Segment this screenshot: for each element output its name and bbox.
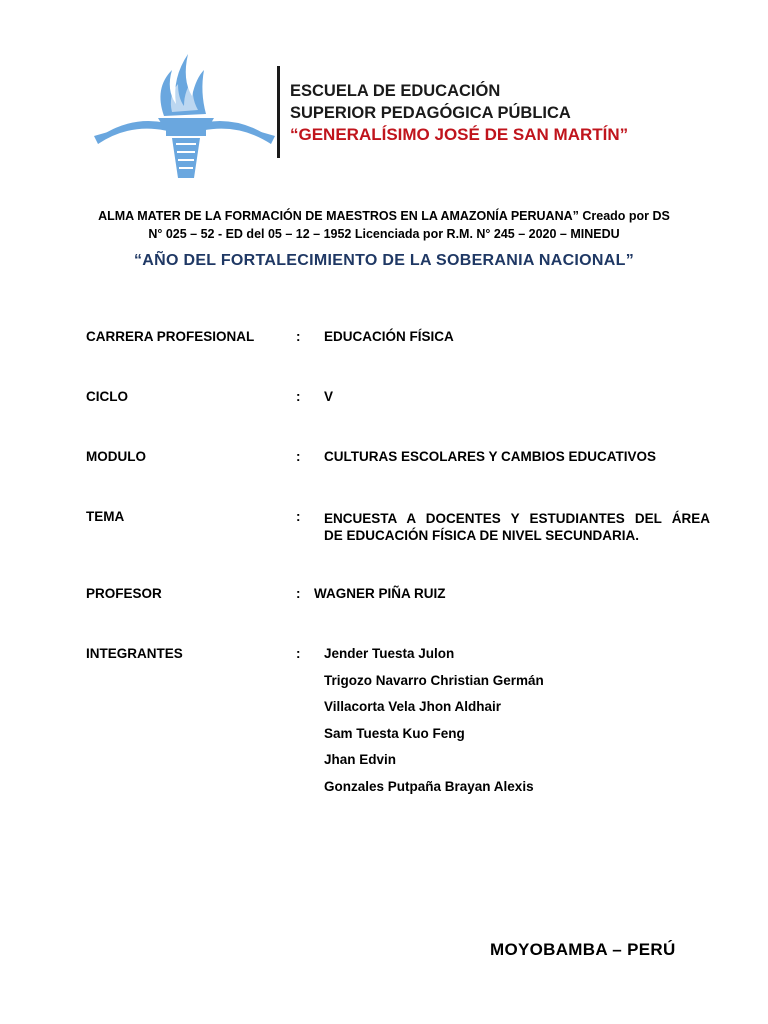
list-item: Jhan Edvin bbox=[324, 752, 397, 767]
institution-line-3: “GENERALÍSIMO JOSÉ DE SAN MARTÍN” bbox=[290, 125, 629, 144]
list-item: Jender Tuesta Julon bbox=[324, 646, 455, 661]
list-item: Trigozo Navarro Christian Germán bbox=[324, 672, 544, 688]
institution-line-2: SUPERIOR PEDAGÓGICA PÚBLICA bbox=[290, 104, 571, 122]
carrera-label: CARRERA PROFESIONAL bbox=[86, 329, 255, 344]
year-motto: “AÑO DEL FORTALECIMIENTO DE LA SOBERANIA NACIONAL” bbox=[133, 252, 635, 269]
profesor-label: PROFESOR bbox=[86, 586, 162, 601]
tema-value-line-2: DE EDUCACIÓN FÍSICA DE NIVEL SECUNDARIA. bbox=[324, 528, 640, 543]
integrantes-colon: : bbox=[296, 646, 301, 661]
carrera-colon: : bbox=[296, 329, 301, 344]
modulo-label: MODULO bbox=[86, 449, 146, 464]
alma-mater-text bbox=[60, 207, 708, 243]
modulo-colon: : bbox=[296, 449, 301, 464]
integrantes-label: INTEGRANTES bbox=[86, 646, 183, 661]
carrera-value: EDUCACIÓN FÍSICA bbox=[324, 329, 454, 344]
header-divider bbox=[277, 66, 280, 158]
profesor-value: WAGNER PIÑA RUIZ bbox=[314, 586, 446, 601]
members-list bbox=[324, 646, 544, 805]
ciclo-colon: : bbox=[296, 389, 301, 404]
tema-value-line-1: ENCUESTA A DOCENTES Y ESTUDIANTES DEL ÁREA bbox=[324, 511, 710, 526]
tema-colon: : bbox=[296, 509, 301, 524]
ciclo-label: CICLO bbox=[86, 389, 128, 404]
torch-book-logo-icon bbox=[92, 48, 277, 183]
profesor-colon: : bbox=[296, 586, 301, 601]
alma-mater-line-1: ALMA MATER DE LA FORMACIÓN DE MAESTROS EN LA AMAZONÍA PERUANA” Creado por DS bbox=[98, 209, 670, 223]
tema-label: TEMA bbox=[86, 509, 125, 524]
alma-mater-line-2: N° 025 – 52 - ED del 05 – 12 – 1952 Licenciada por R.M. N° 245 – 2020 – MINEDU bbox=[148, 227, 620, 241]
ciclo-value: V bbox=[324, 389, 334, 404]
modulo-value: CULTURAS ESCOLARES Y CAMBIOS EDUCATIVOS bbox=[324, 449, 657, 464]
list-item: Villacorta Vela Jhon Aldhair bbox=[324, 699, 502, 714]
list-item: Gonzales Putpaña Brayan Alexis bbox=[324, 778, 534, 794]
institution-name bbox=[290, 80, 628, 146]
list-item: Sam Tuesta Kuo Feng bbox=[324, 725, 465, 741]
location-footer: MOYOBAMBA – PERÚ bbox=[490, 940, 676, 959]
institution-line-1: ESCUELA DE EDUCACIÓN bbox=[290, 82, 501, 100]
